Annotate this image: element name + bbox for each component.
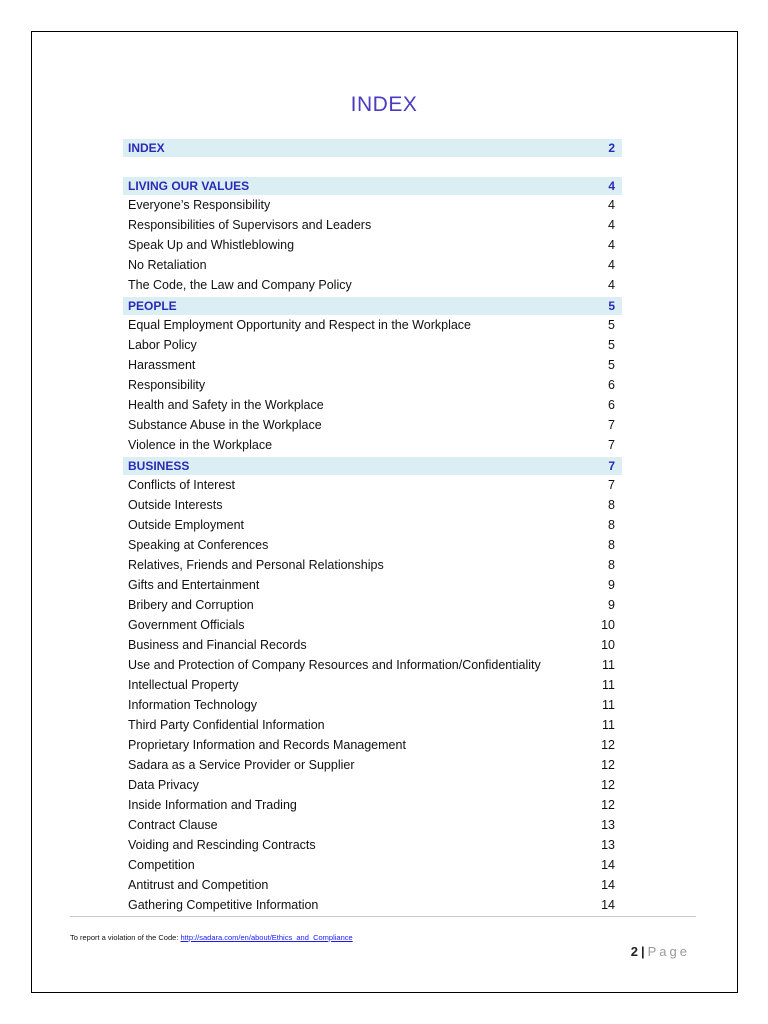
page-title: INDEX	[350, 93, 418, 116]
toc-entry-page: 13	[601, 818, 615, 832]
toc-entry-label: The Code, the Law and Company Policy	[128, 278, 352, 292]
table-of-contents	[123, 139, 622, 915]
toc-entry[interactable]	[123, 815, 622, 835]
toc-entry-label: Bribery and Corruption	[128, 598, 254, 612]
ethics-compliance-link[interactable]: http://sadara.com/en/about/Ethics_and_Compliance	[180, 933, 353, 942]
toc-entry-label: Speaking at Conferences	[128, 538, 269, 552]
toc-entry-label: Sadara as a Service Provider or Supplier	[128, 758, 355, 772]
toc-entry-page: 4	[608, 278, 615, 292]
toc-entry[interactable]	[123, 695, 622, 715]
toc-entry-label: Intellectual Property	[128, 678, 239, 692]
toc-entry-page: 11	[602, 698, 615, 712]
toc-entry-label: Competition	[128, 858, 195, 872]
toc-entry-page: 14	[601, 898, 615, 912]
toc-entry-label: Third Party Confidential Information	[128, 718, 325, 732]
toc-entry[interactable]	[123, 435, 622, 455]
toc-entry-page: 12	[601, 738, 615, 752]
toc-entry[interactable]	[123, 415, 622, 435]
toc-entry-label: Equal Employment Opportunity and Respect in the Workplace	[128, 318, 472, 332]
page-word: Page	[647, 944, 690, 959]
toc-entry-label: Proprietary Information and Records Management	[128, 738, 406, 752]
toc-entry-page: 5	[608, 338, 615, 352]
page-number-value: 2	[630, 944, 638, 959]
toc-entry-page: 4	[608, 238, 615, 252]
toc-entry[interactable]	[123, 515, 622, 535]
toc-entry-label: Contract Clause	[128, 818, 218, 832]
toc-entry-label: Violence in the Workplace	[128, 438, 273, 452]
footer-note-text: To report a violation of the Code:	[70, 933, 181, 942]
toc-entry-page: 8	[608, 538, 615, 552]
toc-entry-label: PEOPLE	[128, 299, 177, 313]
toc-entry-page: 9	[608, 598, 615, 612]
toc-entry-label: Gathering Competitive Information	[128, 898, 319, 912]
toc-entry[interactable]	[123, 835, 622, 855]
toc-entry-label: BUSINESS	[128, 459, 190, 473]
toc-entry-page: 11	[602, 658, 615, 672]
toc-entry-label: Inside Information and Trading	[128, 798, 297, 812]
toc-entry-page: 14	[601, 878, 615, 892]
toc-entry[interactable]	[123, 215, 622, 235]
toc-entry[interactable]	[123, 795, 622, 815]
toc-entry-label: Government Officials	[128, 618, 245, 632]
toc-entry[interactable]	[123, 535, 622, 555]
toc-entry-page: 13	[601, 838, 615, 852]
toc-entry-page: 4	[608, 218, 615, 232]
toc-entry[interactable]	[123, 335, 622, 355]
toc-entry-label: Antitrust and Competition	[128, 878, 269, 892]
toc-entry[interactable]	[123, 775, 622, 795]
toc-entry[interactable]	[123, 635, 622, 655]
toc-entry-page: 7	[608, 438, 615, 452]
toc-entry-page: 8	[608, 558, 615, 572]
toc-entry[interactable]	[123, 235, 622, 255]
toc-entry[interactable]	[123, 375, 622, 395]
toc-entry-label: Conflicts of Interest	[128, 478, 235, 492]
toc-entry-label: Gifts and Entertainment	[128, 578, 260, 592]
toc-entry-label: LIVING OUR VALUES	[128, 179, 250, 193]
toc-entry-page: 2	[608, 141, 615, 155]
toc-entry[interactable]	[123, 495, 622, 515]
toc-entry[interactable]	[123, 755, 622, 775]
toc-entry-label: Relatives, Friends and Personal Relationships	[128, 558, 384, 572]
toc-entry-label: Information Technology	[128, 698, 258, 712]
toc-entry-page: 5	[608, 318, 615, 332]
toc-entry-label: Health and Safety in the Workplace	[128, 398, 324, 412]
toc-entry[interactable]	[123, 655, 622, 675]
toc-entry-page: 10	[601, 638, 615, 652]
toc-entry-page: 6	[608, 378, 615, 392]
toc-entry-page: 8	[608, 498, 615, 512]
footer-divider	[70, 916, 696, 917]
toc-entry-label: Voiding and Rescinding Contracts	[128, 838, 316, 852]
toc-entry-page: 7	[608, 418, 615, 432]
toc-entry-page: 7	[608, 478, 615, 492]
toc-section-heading[interactable]	[123, 177, 622, 195]
toc-entry-page: 11	[602, 678, 615, 692]
toc-entry-label: Responsibility	[128, 378, 206, 392]
toc-entry[interactable]	[123, 675, 622, 695]
toc-entry[interactable]	[123, 875, 622, 895]
toc-entry[interactable]	[123, 275, 622, 295]
toc-entry[interactable]	[123, 855, 622, 875]
toc-entry[interactable]	[123, 355, 622, 375]
toc-entry-page: 12	[601, 758, 615, 772]
toc-spacer	[123, 157, 622, 175]
toc-entry[interactable]	[123, 895, 622, 915]
toc-entry[interactable]	[123, 575, 622, 595]
toc-entry-label: Harassment	[128, 358, 196, 372]
toc-entry-page: 10	[601, 618, 615, 632]
toc-entry-page: 4	[608, 198, 615, 212]
toc-entry-page: 12	[601, 798, 615, 812]
toc-entry-label: Outside Employment	[128, 518, 245, 532]
toc-entry-label: Responsibilities of Supervisors and Leaders	[128, 218, 372, 232]
toc-entry-label: Everyone’s Responsibility	[128, 198, 271, 212]
toc-entry-page: 14	[601, 858, 615, 872]
toc-entry-label: Business and Financial Records	[128, 638, 307, 652]
toc-entry-page: 4	[608, 179, 615, 193]
toc-entry[interactable]	[123, 195, 622, 215]
toc-section-heading[interactable]	[123, 139, 622, 157]
toc-entry-page: 9	[608, 578, 615, 592]
toc-entry-label: Use and Protection of Company Resources and Information/Confidentiality	[128, 658, 541, 672]
toc-entry-page: 11	[602, 718, 615, 732]
toc-entry-label: Data Privacy	[128, 778, 199, 792]
toc-entry[interactable]	[123, 255, 622, 275]
toc-entry-label: Outside Interests	[128, 498, 223, 512]
toc-entry-label: Labor Policy	[128, 338, 197, 352]
toc-entry[interactable]	[123, 555, 622, 575]
toc-entry-page: 5	[608, 358, 615, 372]
toc-entry-page: 7	[608, 459, 615, 473]
toc-entry-page: 5	[608, 299, 615, 313]
toc-entry-label: Speak Up and Whistleblowing	[128, 238, 295, 252]
toc-section-heading[interactable]	[123, 457, 622, 475]
toc-entry[interactable]	[123, 735, 622, 755]
toc-entry-page: 6	[608, 398, 615, 412]
footer-note	[70, 933, 353, 942]
toc-entry-page: 4	[608, 258, 615, 272]
toc-entry-label: Substance Abuse in the Workplace	[128, 418, 322, 432]
toc-entry-label: No Retaliation	[128, 258, 207, 272]
page-number-separator: |	[640, 944, 645, 959]
toc-entry-page: 12	[601, 778, 615, 792]
page-number	[631, 944, 690, 959]
toc-entry[interactable]	[123, 615, 622, 635]
toc-entry[interactable]	[123, 595, 622, 615]
toc-section-heading[interactable]	[123, 297, 622, 315]
toc-entry[interactable]	[123, 715, 622, 735]
toc-entry-label: INDEX	[128, 141, 165, 155]
toc-entry[interactable]	[123, 475, 622, 495]
toc-entry[interactable]	[123, 395, 622, 415]
toc-entry[interactable]	[123, 315, 622, 335]
toc-entry-page: 8	[608, 518, 615, 532]
